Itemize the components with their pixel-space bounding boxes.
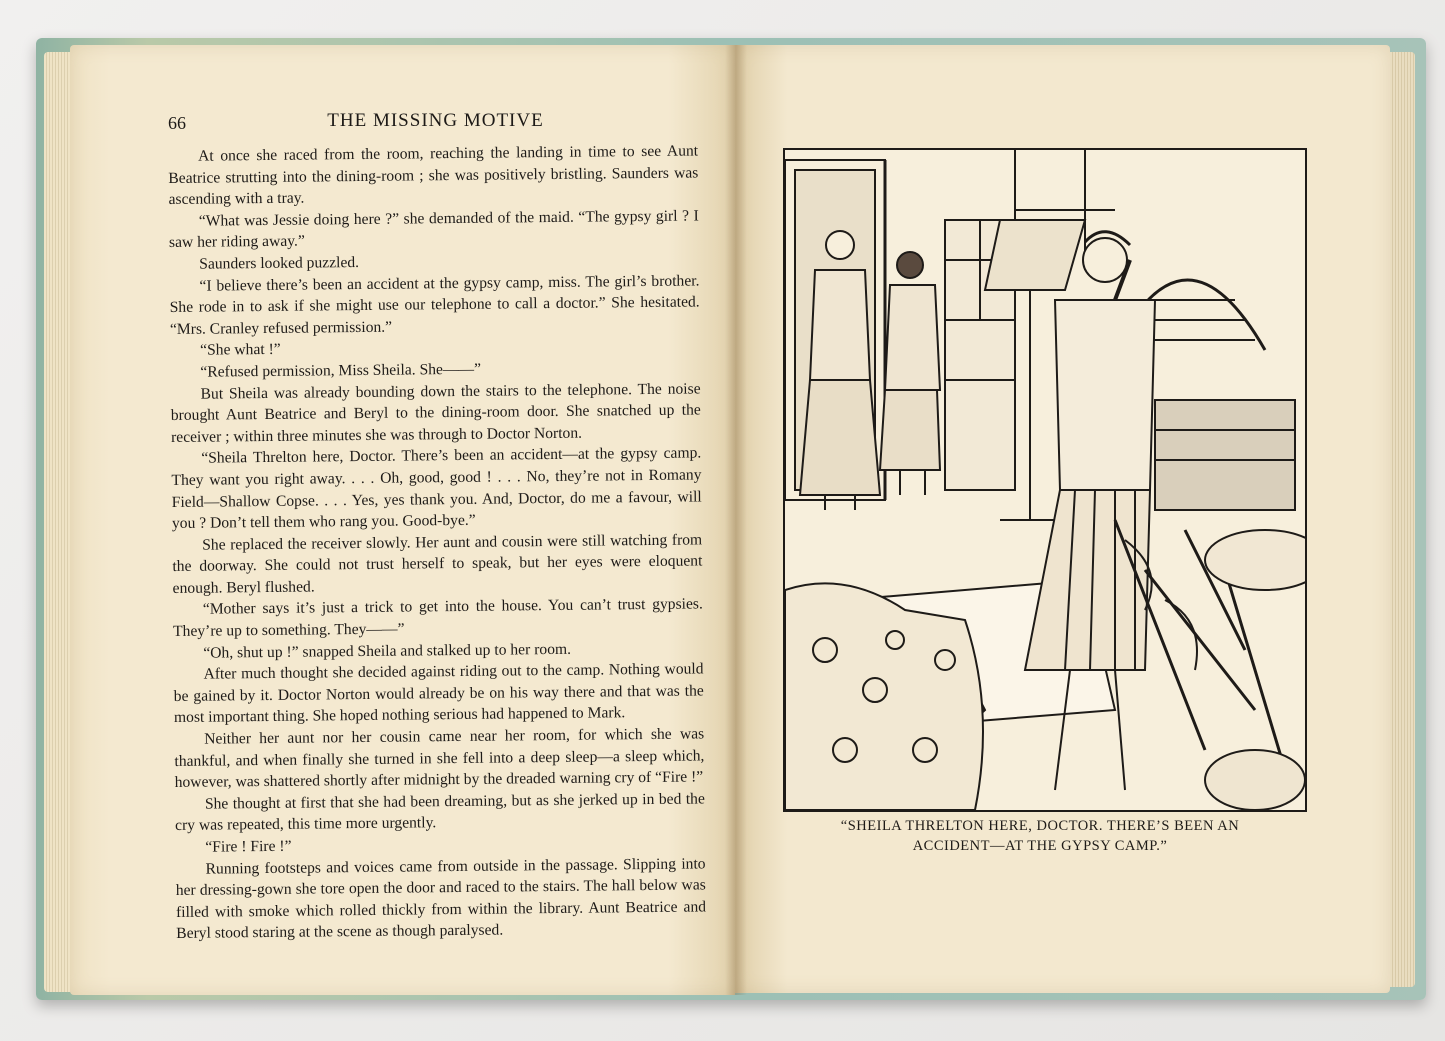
paragraph: She replaced the receiver slowly. Her aunt and cousin were still watching from the doorway. She could not trust herself to speak, but her eyes were eloquent enough. Beryl flushed. xyxy=(172,531,703,597)
paragraph: After much thought she decided against riding out to the camp. Nothing would be gained by it. Doctor Norton would already be on his way there and that was the most important thing. She hoped nothing serious had happened to Mark. xyxy=(173,660,704,727)
page-number: 66 xyxy=(168,113,186,133)
paragraph: Neither her aunt nor her cousin came near her room, for which she was thankful, and when finally she turned in she fell into a deep sleep—a sleep which, however, was shattered shortly after midnight by the dreaded warning cry of “Fire !” xyxy=(174,725,705,792)
paragraph: She thought at first that she had been dreaming, but as she jerked up in bed the cry was repeated, this time more urgently. xyxy=(175,790,705,835)
paragraph: “She what !” xyxy=(200,341,281,360)
paragraph: “Oh, shut up !” snapped Sheila and stalked up to her room. xyxy=(203,640,572,662)
paragraph: “Refused permission, Miss Sheila. She——” xyxy=(200,360,482,381)
page-header xyxy=(168,110,703,136)
paragraph: “Fire ! Fire !” xyxy=(205,837,292,856)
caption-line-1: “SHEILA THRELTON HERE, DOCTOR. THERE’S BEEN AN xyxy=(840,818,1240,834)
figure-woman-middle xyxy=(880,252,940,495)
paragraph: “Mother says it’s just a trick to get into the house. You can’t trust gypsies. They’re up to something. They——” xyxy=(172,595,703,641)
paragraph: “What was Jessie doing here ?” she demanded of the maid. “The gypsy girl ? I saw her riding away.” xyxy=(168,207,699,252)
caption-line-2: ACCIDENT—AT THE GYPSY CAMP.” xyxy=(912,838,1168,854)
paragraph: “I believe there’s been an accident at the gypsy camp, miss. The girl’s brother. She rode in to ask if she might use our telephone to call a doctor.” She hesitated. “Mrs. Cranley refused permission.” xyxy=(169,272,700,338)
paragraph: Running footsteps and voices came from outside in the passage. Slipping into her dressing-gown she tore open the door and raced to the stairs. The hall below was filled with smoke which rolled thickly from within the library. Aunt Beatrice and Beryl stood staring at the scene as though paralysed. xyxy=(175,855,707,943)
paragraph: But Sheila was already bounding down the stairs to the telephone. The noise brought Aunt Beatrice and Beryl to the dining-room door. She snatched up the receiver ; within three minutes she was through to Doctor Norton. xyxy=(170,379,701,446)
paragraph: At once she raced from the room, reaching the landing in time to see Aunt Beatrice strutting into the dining-room ; she was positively bristling. Saunders was ascending with a tray. xyxy=(168,142,699,209)
running-title: THE MISSING MOTIVE xyxy=(327,110,544,131)
armchair-foreground xyxy=(785,583,983,810)
paragraph: “Sheila Threlton here, Doctor. There’s been an accident—at the gypsy camp. They want you right away. . . . Oh, good, good ! . . . No, they’re not in Romany Field—Shallow Copse. . . . Yes, yes thank you. And, Doctor, do me a favour, will you ? Don’t tell them who rang you. Good-bye.” xyxy=(171,444,702,533)
book-gutter xyxy=(725,45,747,995)
paragraph: Saunders looked puzzled. xyxy=(199,253,360,273)
illustration xyxy=(783,148,1307,812)
table-shape xyxy=(1205,530,1305,590)
illustration-caption xyxy=(760,816,1320,856)
body-text xyxy=(168,140,706,944)
lamp-shape xyxy=(985,220,1085,290)
